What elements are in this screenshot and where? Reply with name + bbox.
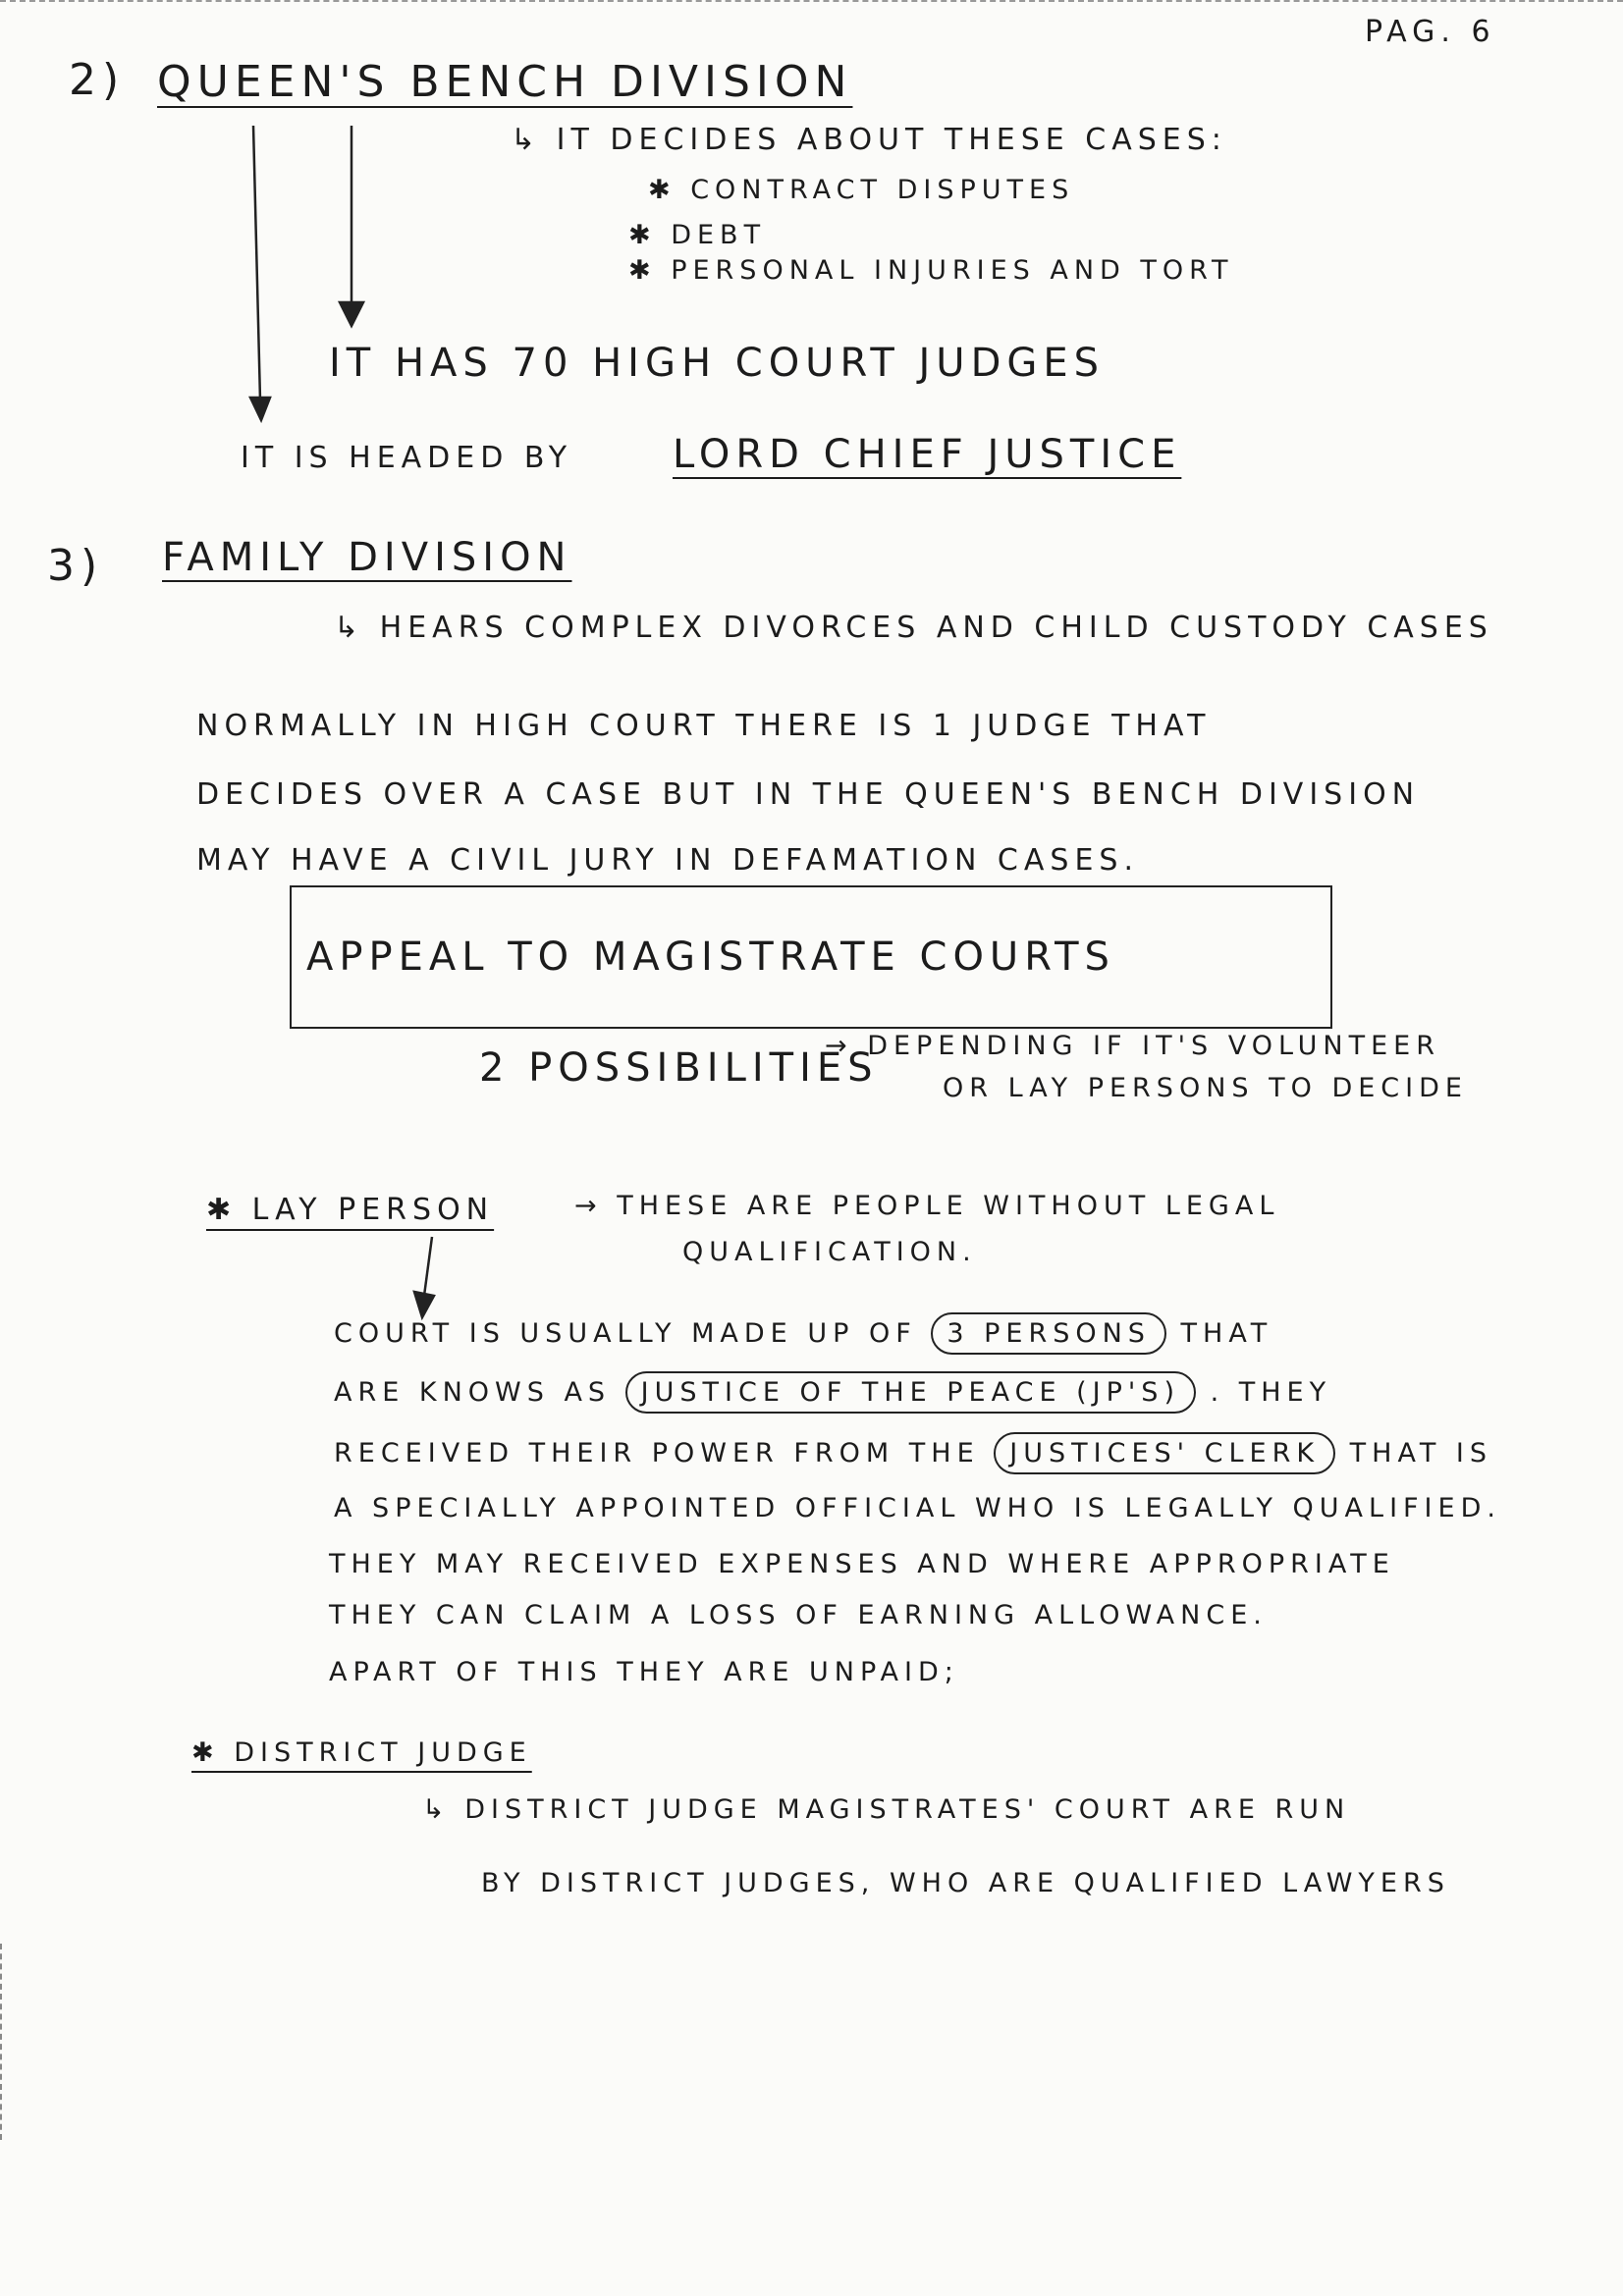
lay-line-5: THEY MAY RECEIVED EXPENSES AND WHERE APPROPRIATE: [329, 1549, 1395, 1579]
section-2-number: 2): [69, 55, 126, 105]
judges-count: IT HAS 70 HIGH COURT JUDGES: [329, 341, 1106, 386]
lay-line-3-b: THAT IS: [1349, 1438, 1493, 1468]
lay-person-title: ✱ LAY PERSON: [206, 1193, 495, 1227]
arrow-headed-line: [253, 126, 260, 400]
decides-intro: ↳ IT DECIDES ABOUT THESE CASES:: [511, 123, 1227, 157]
note-line-3: MAY HAVE A CIVIL JURY IN DEFAMATION CASES.: [196, 843, 1139, 878]
family-hears: ↳ HEARS COMPLEX DIVORCES AND CHILD CUSTODY CASES: [334, 611, 1493, 645]
page-number: PAG. 6: [1365, 15, 1496, 49]
possibilities-count: 2 POSSIBILITIES: [479, 1045, 879, 1091]
lay-line-1-b: THAT: [1180, 1318, 1273, 1349]
arrow-lay-line: [424, 1237, 432, 1296]
note-line-2: DECIDES OVER A CASE BUT IN THE QUEEN'S BENCH DIVISION: [196, 777, 1421, 812]
arrow-lay-head: [414, 1292, 434, 1317]
note-line-1: NORMALLY IN HIGH COURT THERE IS 1 JUDGE THAT: [196, 709, 1212, 743]
district-judge-line-2: BY DISTRICT JUDGES, WHO ARE QUALIFIED LAWYERS: [481, 1868, 1450, 1898]
lay-person-def-2: QUALIFICATION.: [682, 1237, 977, 1267]
three-persons-circled: 3 PERSONS: [931, 1312, 1166, 1355]
section-2-title: QUEEN'S BENCH DIVISION: [157, 57, 853, 107]
lay-line-4: A SPECIALLY APPOINTED OFFICIAL WHO IS LEGALLY QUALIFIED.: [334, 1493, 1501, 1523]
lay-line-7: APART OF THIS THEY ARE UNPAID;: [329, 1657, 959, 1687]
lay-line-2: [334, 1379, 1331, 1406]
appeal-heading: APPEAL TO MAGISTRATE COURTS: [306, 934, 1115, 980]
case-item-debt: ✱ DEBT: [628, 220, 767, 250]
arrow-headed-head: [250, 398, 270, 420]
lay-line-3-a: RECEIVED THEIR POWER FROM THE: [334, 1438, 980, 1468]
case-item-contract: ✱ CONTRACT DISPUTES: [648, 175, 1075, 205]
lay-line-1: [334, 1320, 1272, 1347]
lay-person-def-1: → THESE ARE PEOPLE WITHOUT LEGAL: [574, 1191, 1280, 1221]
arrow-judges-head: [340, 302, 363, 326]
lay-line-2-a: ARE KNOWS AS: [334, 1377, 612, 1408]
possibilities-text-2: OR LAY PERSONS TO DECIDE: [943, 1073, 1468, 1103]
lay-line-3: [334, 1440, 1492, 1467]
lay-line-6: THEY CAN CLAIM A LOSS OF EARNING ALLOWANCE.: [329, 1600, 1268, 1630]
section-3-number: 3): [47, 541, 104, 591]
justices-clerk-circled: JUSTICES' CLERK: [994, 1432, 1335, 1474]
case-item-injuries: ✱ PERSONAL INJURIES AND TORT: [628, 255, 1234, 286]
lay-line-1-a: COURT IS USUALLY MADE UP OF: [334, 1318, 917, 1349]
district-judge-line-1: ↳ DISTRICT JUDGE MAGISTRATES' COURT ARE RUN: [422, 1794, 1351, 1825]
possibilities-text-1: → DEPENDING IF IT'S VOLUNTEER: [825, 1031, 1441, 1061]
lay-line-2-b: . THEY: [1210, 1377, 1332, 1408]
justice-of-the-peace-circled: JUSTICE OF THE PEACE (JP'S): [625, 1371, 1196, 1414]
lord-chief-justice: LORD CHIEF JUSTICE: [673, 432, 1182, 477]
district-judge-title: ✱ DISTRICT JUDGE: [191, 1737, 532, 1768]
headed-by-label: IT IS HEADED BY: [241, 441, 573, 475]
section-3-title: FAMILY DIVISION: [162, 535, 572, 580]
